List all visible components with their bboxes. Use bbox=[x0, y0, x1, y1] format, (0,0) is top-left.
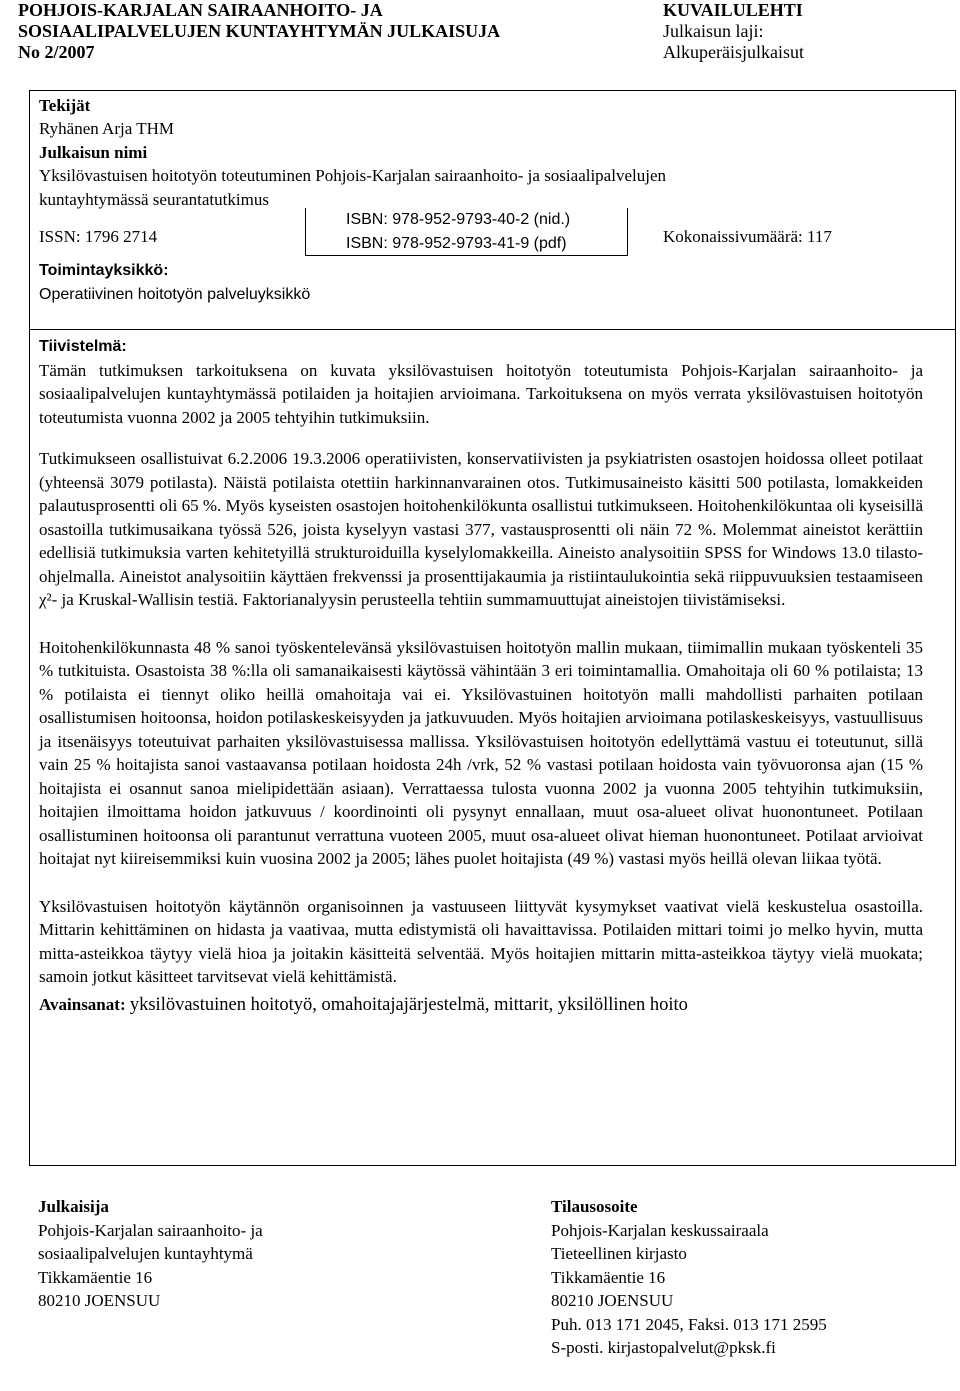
publisher bbox=[38, 1195, 263, 1313]
pubname-line-2: kuntayhtymässä seurantatutkimus bbox=[39, 190, 269, 209]
order-address bbox=[551, 1195, 827, 1360]
keywords: yksilövastuinen hoitotyö, omahoitajajärjestelmä, mittarit, yksilöllinen hoito bbox=[129, 994, 688, 1015]
order-email[interactable]: S-posti. kirjastopalvelut@pksk.fi bbox=[551, 1338, 776, 1357]
order-line: Pohjois-Karjalan keskussairaala bbox=[551, 1220, 769, 1240]
keywords-label: Avainsanat bbox=[39, 994, 120, 1014]
order-phone: Puh. 013 171 2045, Faksi. 013 171 2595 bbox=[551, 1314, 827, 1334]
publisher-line: 80210 JOENSUU bbox=[38, 1291, 161, 1310]
abstract-box bbox=[29, 329, 956, 1166]
unit-label: Toimintayksikkö: bbox=[39, 262, 169, 279]
series-line-1: POHJOIS-KARJALAN SAIRAANHOITO- JA bbox=[18, 0, 383, 20]
page-count: Kokonaissivumäärä: 117 bbox=[663, 227, 832, 246]
isbn-cell-divider-right bbox=[627, 208, 628, 256]
abstract-paragraph-1: Tämän tutkimuksen tarkoituksena on kuvata yksilövastuisen hoitotyön toteutumista Pohjois-Karjalan sairaanhoito- ja sosiaalipalvelujen kuntayhtymässä potilaiden ja hoitajien arvioimana. Tarkoituksena on myös verrata yksilövastuisen hoitotyön toteutumista vuonna 2002 ja 2005 tehtyihin tutkimuksiin. bbox=[39, 360, 923, 427]
unit: Operatiivinen hoitotyön palveluyksikkö bbox=[39, 286, 311, 303]
series-line-2: SOSIAALIPALVELUJEN KUNTAYHTYMÄN JULKAISUJA bbox=[18, 21, 501, 41]
metadata-box bbox=[29, 90, 956, 330]
issn: ISSN: 1796 2714 bbox=[39, 227, 158, 246]
abstract-paragraph-3: Hoitohenkilökunnasta 48 % sanoi työskentelevänsä yksilövastuisen hoitotyön mallin mukaan, tiimimallin mukaan työskenteli 35 % tutkituista. Osastoista 38 %:lla oli samanaikaisesti käytössä vähintään 3 eri toimintamallia. Omahoitaja oli 60 % potilaista; 13 % potilaista ei tiennyt oliko heillä omahoitaja vai ei. Yksilövastuinen hoitotyön malli mahdollisti parhaiten potilaan osallistumisen hoitoonsa, hoidon potilaskeskeisyyden ja jatkuvuuden. Myös hoitajien arvioimana potilaskeskeisyys, vastuullisuus ja itsenäisyys toteutuivat parhaiten yksilövastuisessa mallissa. Yksilövastuisen hoitotyön edellyttämä vastuu ei toteutunut, sillä vain 25 % hoitajista sanoi vastaavansa potilaan hoidosta 24h /vrk, 52 % vastasi potilaan hoidosta vain työvuoronsa ajan (15 % hoitajista ei osannut sanoa mielipidettään asiaan). Verrattaessa tulosta vuonna 2002 ja vuonna 2005 tehtyihin tutkimuksiin, hoitajien ilmoittama hoidon jatkuvuus / koordinointi oli pysynyt ennallaan, muut osa-alueet olivat huonontuneet. Potilaan osallistuminen hoitoonsa oli parantunut verrattuna vuoteen 2005, muut osa-alueet olivat hieman huonontuneet. Potilaat arvioivat hoitajat nyt kiireisemmiksi kuin vuosina 2002 ja 2005; lähes puolet hoitajista (49 %) vastasi myös heillä olevan liikaa työtä. bbox=[39, 637, 923, 868]
series-number: No 2/2007 bbox=[18, 42, 95, 62]
abstract-paragraph-4: Yksilövastuisen hoitotyön käytännön organisoinnen ja vastuuseen liittyvät kysymykset vaativat vielä keskustelua osastoilla. Mittarin kehittäminen on hidasta ja vaativaa, mutta edistymistä oli havaittavissa. Potilaiden mittari toimi jo melko hyvin, mutta mitta-asteikkoa täytyy vielä hioa ja joitakin käsitteitä selventää. Myös hoitajien mittarin mitta-asteikkoa täytyy vielä muokata; samoin jotkut käsitteet tarvitsevat vielä kehittämistä. bbox=[39, 896, 923, 986]
publisher-label: Julkaisija bbox=[38, 1197, 109, 1216]
pubname-line-1: Yksilövastuisen hoitotyön toteutuminen Pohjois-Karjalan sairaanhoito- ja sosiaalipalvelujen bbox=[39, 166, 666, 185]
document-type-title: KUVAILULEHTI bbox=[663, 0, 803, 20]
keywords-row: Avainsanat: yksilövastuinen hoitotyö, omahoitajajärjestelmä, mittarit, yksilöllinen hoito bbox=[39, 994, 688, 1015]
publisher-line: Pohjois-Karjalan sairaanhoito- ja bbox=[38, 1220, 263, 1240]
publication-type-label: Julkaisun laji: bbox=[663, 21, 764, 41]
authors: Ryhänen Arja THM bbox=[39, 119, 174, 138]
isbn-pdf: ISBN: 978-952-9793-41-9 (pdf) bbox=[346, 235, 567, 252]
order-label: Tilausosoite bbox=[551, 1197, 638, 1216]
publisher-line: Tikkamäentie 16 bbox=[38, 1267, 153, 1287]
publication-series bbox=[18, 0, 500, 63]
order-line: Tieteellinen kirjasto bbox=[551, 1244, 687, 1263]
pubname-label: Julkaisun nimi bbox=[39, 143, 148, 162]
order-line: 80210 JOENSUU bbox=[551, 1291, 674, 1310]
abstract-paragraph-2: Tutkimukseen osallistuivat 6.2.2006 19.3.2006 operatiivisten, konservatiivisten ja psykiatristen osastojen hoidossa olleet potilaat (yhteensä 3079 potilasta). Näistä potilaista otettiin harkinnanvarainen otos. Tutkimusaineisto käsitti 500 potilasta, lomakkeiden palautusprosentti oli 65 %. Myös kyseisten osastojen hoitohenkilökunta osallistui tutkimukseen. Hoitohenkilökuntaa oli kyseisillä osastoilla tutkimusaikana työssä 526, joista kyselyyn vastasi 377, vastausprosentti oli näin 72 %. Molemmat aineistot kerättiin edellisiä tutkimuksia varten kehitetyillä strukturoiduilla kyselylomakkeilla. Aineisto analysoitiin SPSS for Windows 13.0 tilasto-ohjelmalla. Aineistot analysoitiin käyttäen frekvenssi ja prosenttijakaumia ja ristiintaulukointia sekä riippuvuuksien testaamiseen χ²- ja Kruskal-Wallisin testiä. Faktorianalyysin perusteella tehtiin summamuuttujat aineistojen tiivistämiseksi. bbox=[39, 449, 923, 609]
isbn-cell-divider-left bbox=[305, 208, 306, 256]
authors-label: Tekijät bbox=[39, 96, 91, 115]
document-type bbox=[663, 0, 804, 63]
abstract-label: Tiivistelmä: bbox=[39, 338, 127, 355]
order-line: Tikkamäentie 16 bbox=[551, 1267, 666, 1287]
isbn-cell-bottom bbox=[305, 255, 628, 256]
publication-type-value: Alkuperäisjulkaisut bbox=[663, 42, 804, 62]
publisher-line: sosiaalipalvelujen kuntayhtymä bbox=[38, 1244, 253, 1263]
isbn-print: ISBN: 978-952-9793-40-2 (nid.) bbox=[346, 211, 571, 228]
